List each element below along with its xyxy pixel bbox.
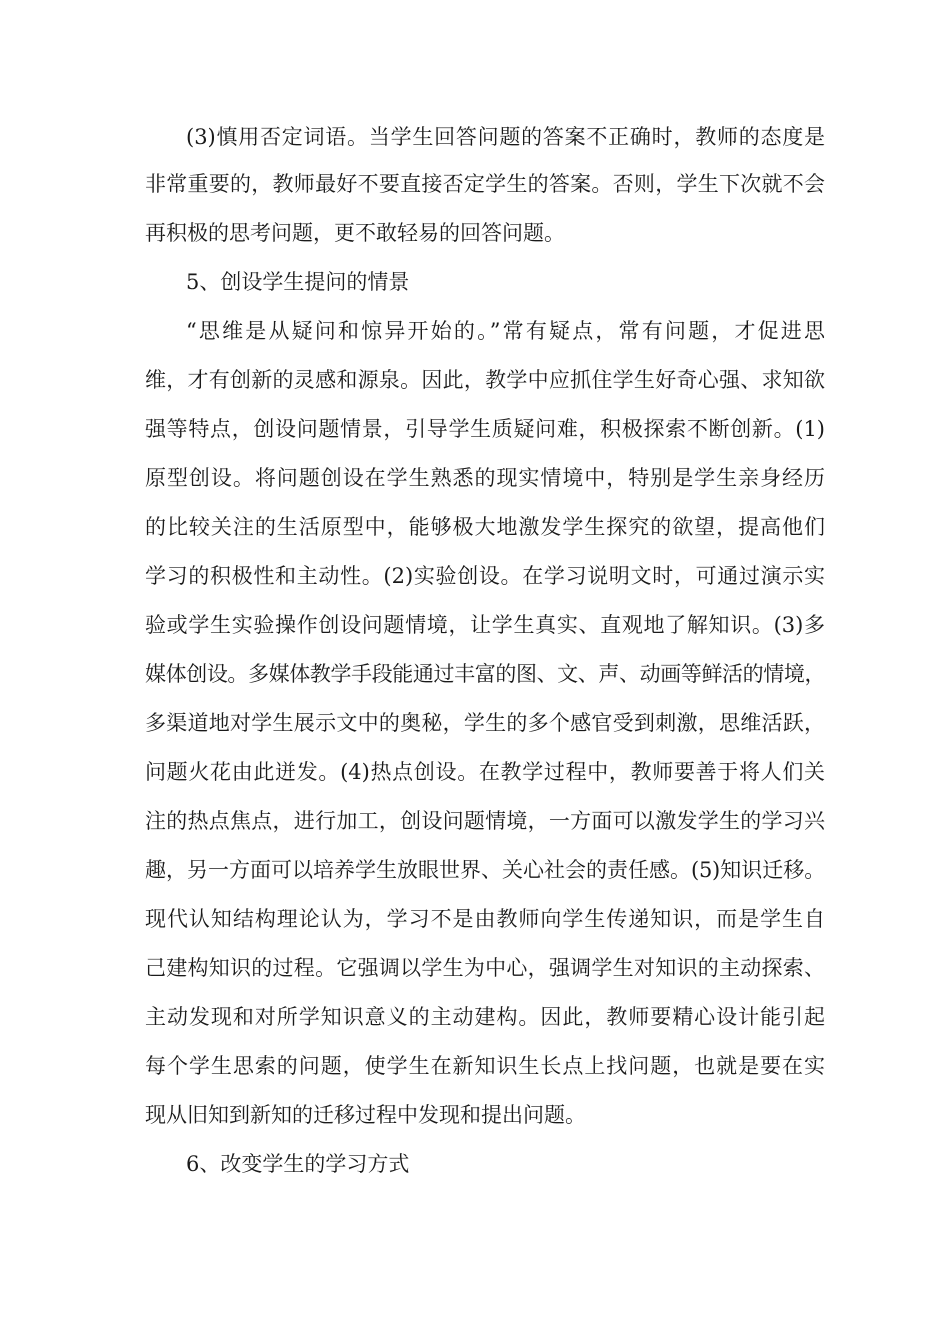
paragraph-line: 注的热点焦点，进行加工，创设问题情境，一方面可以激发学生的学习兴 [145,809,825,833]
paragraph-line: 维，才有创新的灵感和源泉。因此，教学中应抓住学生好奇心强、求知欲 [145,368,825,392]
paragraph-line: 主动发现和对所学知识意义的主动建构。因此，教师要精心设计能引起 [145,1005,825,1029]
paragraph-line: 己建构知识的过程。它强调以学生为中心，强调学生对知识的主动探索、 [145,956,825,980]
paragraph-line: “思维是从疑问和惊异开始的。”常有疑点，常有问题，才促进思 [186,319,825,343]
paragraph-line: 多渠道地对学生展示文中的奥秘，学生的多个感官受到刺激，思维活跃， [145,711,825,735]
paragraph-line: 现从旧知到新知的迁移过程中发现和提出问题。 [145,1103,586,1127]
paragraph-line: 媒体创设。多媒体教学手段能通过丰富的图、文、声、动画等鲜活的情境， [145,662,825,686]
paragraph-line: 现代认知结构理论认为，学习不是由教师向学生传递知识，而是学生自 [145,907,825,931]
paragraph-line: 非常重要的，教师最好不要直接否定学生的答案。否则，学生下次就不会 [145,172,825,196]
paragraph-line: 强等特点，创设问题情景，引导学生质疑问难，积极探索不断创新。(1) [145,417,825,441]
paragraph-line: 的比较关注的生活原型中，能够极大地激发学生探究的欲望，提高他们 [145,515,825,539]
paragraph-line: 每个学生思索的问题，使学生在新知识生长点上找问题，也就是要在实 [145,1054,825,1078]
paragraph-line: (3)慎用否定词语。当学生回答问题的答案不正确时，教师的态度是 [186,125,825,149]
paragraph-line: 学习的积极性和主动性。(2)实验创设。在学习说明文时，可通过演示实 [145,564,825,588]
section-heading: 5、创设学生提问的情景 [186,270,410,294]
paragraph-line: 再积极的思考问题，更不敢轻易的回答问题。 [145,221,565,245]
section-heading: 6、改变学生的学习方式 [186,1152,410,1176]
paragraph-line: 趣，另一方面可以培养学生放眼世界、关心社会的责任感。(5)知识迁移。 [145,858,825,882]
paragraph-line: 问题火花由此迸发。(4)热点创设。在教学过程中，教师要善于将人们关 [145,760,825,784]
paragraph-line: 验或学生实验操作创设问题情境，让学生真实、直观地了解知识。(3)多 [145,613,825,637]
paragraph-line: 原型创设。将问题创设在学生熟悉的现实情境中，特别是学生亲身经历 [145,466,825,490]
